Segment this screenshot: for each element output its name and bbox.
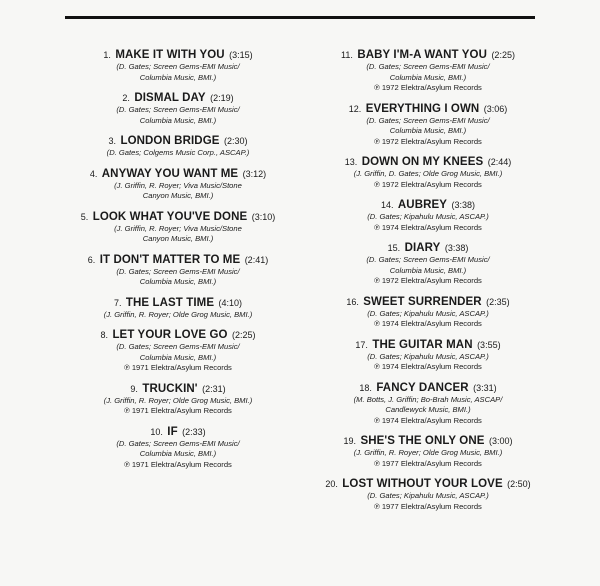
track-heading <box>130 381 225 396</box>
track-title: AUBREY <box>397 199 448 211</box>
track-heading <box>344 433 513 448</box>
track-item <box>367 197 489 233</box>
track-number: 6. <box>87 254 96 265</box>
track-copyright: ℗ 1977 Elektra/Asylum Records <box>374 458 482 468</box>
track-title: THE GUITAR MAN <box>372 338 473 351</box>
track-title: SHE'S THE ONLY ONE <box>360 435 485 447</box>
track-number: 17. <box>355 339 368 350</box>
track-heading <box>349 101 508 116</box>
track-title: THE LAST TIME <box>125 296 215 309</box>
track-item <box>116 424 239 471</box>
track-title: IF <box>167 425 178 438</box>
track-duration: (3:15) <box>229 50 253 60</box>
track-credits: (D. Gates; Screen Gems-EMI Music/ Columbia Music, BMI.) <box>116 105 240 125</box>
track-item <box>104 295 253 321</box>
track-item <box>366 240 489 287</box>
track-title: LET YOUR LOVE GO <box>112 329 228 341</box>
track-duration: (2:30) <box>223 136 248 146</box>
track-credits: (D. Gates; Kipahulu Music, ASCAP.) <box>367 308 489 318</box>
track-item <box>354 380 503 427</box>
track-duration: (2:33) <box>182 426 206 437</box>
track-credits: (J. Griffin, D. Gates; Olde Grog Music, BMI.) <box>353 169 503 178</box>
track-credits: (D. Gates; Screen Gems-EMI Music/ Columbia Music, BMI.) <box>366 255 490 275</box>
track-item <box>355 337 500 373</box>
track-number: 3. <box>108 136 116 146</box>
track-copyright: ℗ 1971 Elektra/Asylum Records <box>124 459 232 469</box>
track-copyright: ℗ 1972 Elektra/Asylum Records <box>374 179 482 189</box>
track-duration: (4:10) <box>218 297 243 308</box>
track-number: 16. <box>346 296 359 307</box>
track-credits: (J. Griffin, R. Royer; Viva Music/Stone Canyon Music, BMI.) <box>114 223 242 243</box>
track-number: 4. <box>89 168 98 179</box>
track-item <box>345 154 511 190</box>
track-item <box>81 209 276 245</box>
track-copyright: ℗ 1977 Elektra/Asylum Records <box>374 501 482 511</box>
track-heading <box>150 424 205 439</box>
track-heading <box>108 133 247 148</box>
track-item <box>325 476 530 512</box>
track-number: 5. <box>80 211 89 222</box>
track-number: 18. <box>359 382 372 393</box>
track-copyright: ℗ 1972 Elektra/Asylum Records <box>374 83 482 92</box>
top-rule <box>65 16 535 19</box>
track-duration: (3:31) <box>473 382 497 393</box>
track-number: 15. <box>387 243 401 253</box>
track-title: LOOK WHAT YOU'VE DONE <box>92 210 248 223</box>
track-heading <box>103 47 252 62</box>
track-title: IT DON'T MATTER TO ME <box>99 253 241 266</box>
track-title: SWEET SURRENDER <box>363 295 482 308</box>
track-item <box>90 166 266 202</box>
track-duration: (2:41) <box>244 254 269 265</box>
track-copyright: ℗ 1974 Elektra/Asylum Records <box>374 222 482 232</box>
track-list-right <box>318 47 538 512</box>
track-number: 13. <box>344 157 358 167</box>
track-duration: (2:25) <box>491 50 515 60</box>
track-duration: (2:44) <box>487 157 512 167</box>
track-credits: (J. Griffin, R. Royer; Viva Music/Stone Canyon Music, BMI.) <box>114 180 242 200</box>
track-duration: (3:00) <box>488 436 513 446</box>
track-credits: (D. Gates; Screen Gems-EMI Music/ Columbia Music, BMI.) <box>116 62 240 82</box>
track-item <box>346 294 509 330</box>
track-duration: (2:25) <box>232 330 256 340</box>
track-copyright: ℗ 1972 Elektra/Asylum Records <box>374 136 482 146</box>
track-heading <box>122 90 233 105</box>
track-copyright: ℗ 1971 Elektra/Asylum Records <box>124 363 232 372</box>
track-number: 11. <box>341 50 353 60</box>
track-item <box>107 133 250 159</box>
track-credits: (J. Griffin, R. Royer; Olde Grog Music, BMI.) <box>103 309 253 319</box>
track-credits: (D. Gates; Screen Gems-EMI Music/ Columbia Music, BMI.) <box>366 115 490 135</box>
track-title: DIARY <box>404 242 441 254</box>
track-duration: (2:31) <box>202 383 226 394</box>
track-heading <box>325 476 530 491</box>
track-credits: (D. Gates; Screen Gems-EMI Music/ Columbia Music, BMI.) <box>116 438 240 458</box>
track-credits: (D. Gates; Screen Gems-EMI Music/ Columbia Music, BMI.) <box>366 62 490 82</box>
track-heading <box>114 295 242 310</box>
track-item <box>100 327 255 374</box>
track-heading <box>345 154 511 169</box>
track-copyright: ℗ 1971 Elektra/Asylum Records <box>124 406 232 415</box>
track-heading <box>81 209 276 224</box>
track-heading <box>381 197 475 212</box>
track-title: ANYWAY YOU WANT ME <box>101 167 239 180</box>
track-number: 1. <box>103 50 111 60</box>
track-item <box>349 101 508 148</box>
track-number: 12. <box>348 103 362 114</box>
track-item <box>116 90 239 126</box>
track-credits: (D. Gates; Screen Gems-EMI Music/ Columbia Music, BMI.) <box>116 342 240 362</box>
track-item <box>341 47 515 94</box>
track-duration: (3:38) <box>444 243 469 253</box>
track-duration: (3:55) <box>477 339 501 350</box>
track-duration: (3:38) <box>451 200 476 210</box>
track-number: 7. <box>113 297 122 308</box>
track-heading <box>90 166 266 181</box>
track-title: DOWN ON MY KNEES <box>361 156 484 168</box>
track-duration: (2:35) <box>486 296 510 307</box>
track-title: EVERYTHING I OWN <box>365 102 480 115</box>
track-item <box>104 381 253 417</box>
track-heading <box>388 240 469 255</box>
track-copyright: ℗ 1972 Elektra/Asylum Records <box>374 276 482 285</box>
track-heading <box>100 327 255 342</box>
track-item <box>88 252 268 288</box>
track-number: 20. <box>325 479 338 489</box>
track-number: 19. <box>343 436 357 446</box>
track-list-left <box>68 47 288 470</box>
track-credits: (D. Gates; Screen Gems-EMI Music/ Columbia Music, BMI.) <box>116 266 240 286</box>
track-number: 8. <box>100 330 108 340</box>
track-heading <box>88 252 268 267</box>
track-item <box>344 433 513 469</box>
track-heading <box>359 380 496 395</box>
track-duration: (3:12) <box>242 168 267 179</box>
track-number: 9. <box>130 383 138 394</box>
track-title: FANCY DANCER <box>376 381 469 394</box>
track-credits: (D. Gates; Kipahulu Music, ASCAP.) <box>367 212 489 221</box>
track-title: TRUCKIN' <box>142 382 198 395</box>
track-heading <box>346 294 509 309</box>
track-credits: (M. Botts, J. Griffin; Bo-Brah Music, ASCAP/ Candlewyck Music, BMI.) <box>353 394 503 414</box>
track-credits: (D. Gates; Colgems Music Corp., ASCAP.) <box>106 148 250 157</box>
track-copyright: ℗ 1974 Elektra/Asylum Records <box>374 319 482 328</box>
track-duration: (3:10) <box>251 211 276 222</box>
track-heading <box>341 47 515 62</box>
track-title: LOST WITHOUT YOUR LOVE <box>342 478 503 490</box>
track-title: BABY I'M-A WANT YOU <box>357 49 487 61</box>
track-copyright: ℗ 1974 Elektra/Asylum Records <box>374 415 482 425</box>
track-number: 2. <box>122 93 130 103</box>
track-number: 14. <box>380 200 394 210</box>
track-copyright: ℗ 1974 Elektra/Asylum Records <box>374 362 482 371</box>
track-title: LONDON BRIDGE <box>120 135 220 147</box>
track-duration: (2:50) <box>507 479 531 489</box>
track-credits: (J. Griffin, R. Royer; Olde Grog Music, BMI.) <box>353 448 503 457</box>
track-heading <box>355 337 500 352</box>
track-duration: (3:06) <box>483 103 508 114</box>
track-credits: (J. Griffin, R. Royer; Olde Grog Music, BMI.) <box>103 395 253 405</box>
track-number: 10. <box>150 426 163 437</box>
track-item <box>103 47 252 83</box>
track-credits: (D. Gates; Kipahulu Music, ASCAP.) <box>367 491 489 500</box>
track-title: MAKE IT WITH YOU <box>115 49 225 61</box>
track-duration: (2:19) <box>210 93 234 103</box>
track-credits: (D. Gates; Kipahulu Music, ASCAP.) <box>367 351 489 361</box>
track-title: DISMAL DAY <box>134 92 206 104</box>
